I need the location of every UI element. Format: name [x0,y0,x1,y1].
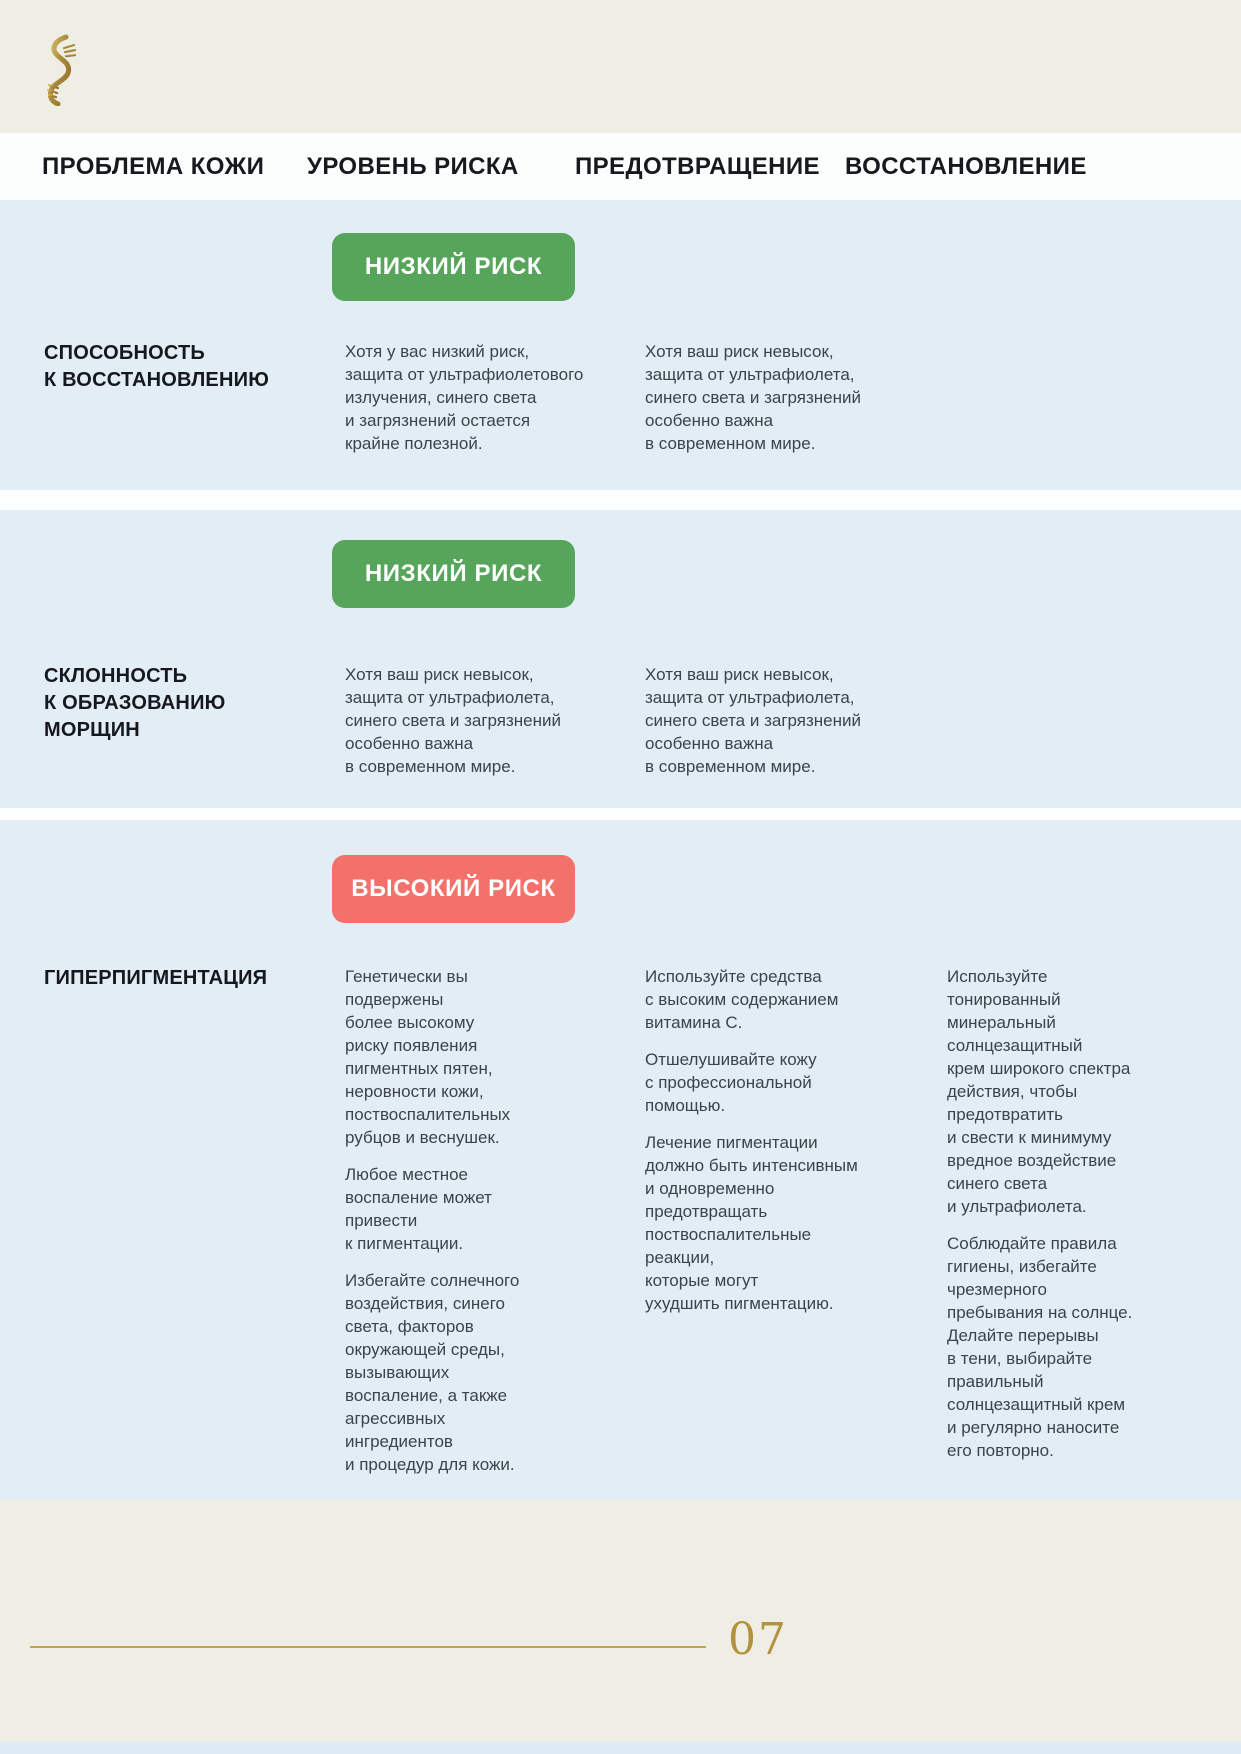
risk-badge-high: ВЫСОКИЙ РИСК [332,855,575,923]
footer-divider-line [30,1646,706,1648]
cell-risk-level: Хотя ваш риск невысок, защита от ультрафиолета, синего света и загрязнений особенно важна в современном мире. [345,665,562,776]
cell-risk-level: Хотя у вас низкий риск, защита от ультрафиолетового излучения, синего света и загрязнений остается крайне полезной. [345,342,584,453]
cell-prevention: Хотя ваш риск невысок, защита от ультрафиолета, синего света и загрязнений особенно важна в современном мире. [645,665,862,776]
column-header-skin-problem: ПРОБЛЕМА КОЖИ [42,152,265,180]
cell-skin-problem: СКЛОННОСТЬ К ОБРАЗОВАНИЮ МОРЩИН [44,665,226,741]
cell-skin-problem: ГИПЕРПИГМЕНТАЦИЯ [44,967,268,989]
risk-badge-low: НИЗКИЙ РИСК [332,540,575,608]
brand-logo [44,34,80,106]
cell-recovery: Используйте тонированный минеральный солнцезащитный крем широкого спектра действия, чтобы предотвратить и свести к минимуму вредное воздействие синего света и ультрафиолета. Соблюдайте правила гигиены, избегайте чрезмерного пребывания на солнце. Делайте перерывы в тени, выбирайте правильный солнцезащитный крем и регулярно наносите его повторно. [947,967,1133,1460]
cell-prevention: Хотя ваш риск невысок, защита от ультрафиолета, синего света и загрязнений особенно важна в современном мире. [645,342,862,453]
column-header-prevention: ПРЕДОТВРАЩЕНИЕ [575,152,820,180]
table-row-hyperpigmentation [0,820,1241,1500]
table-row-repair-ability [0,200,1241,490]
cell-risk-level: Генетически вы подвержены более высокому риску появления пигментных пятен, неровности кожи, поствоспалительных рубцов и веснушек. Любое местное воспаление может привести к пигментации. Избегайте солнечного воздействия, синего света, факторов окружающей среды, вызывающих воспаление, а также агрессивных ингредиентов и процедур для кожи. [345,967,520,1474]
risk-table [0,133,1241,1500]
column-header-recovery: ВОССТАНОВЛЕНИЕ [845,152,1087,180]
cell-skin-problem: СПОСОБНОСТЬ К ВОССТАНОВЛЕНИЮ [44,342,270,391]
page-number: 07 [728,1614,788,1665]
cell-prevention: Используйте средства с высоким содержанием витамина С. Отшелушивайте кожу с профессиональной помощью. Лечение пигментации должно быть интенсивным и одновременно предотвращать поствоспалительные реакции, которые могут ухудшить пигментацию. [645,967,858,1313]
column-header-risk-level: УРОВЕНЬ РИСКА [307,152,519,180]
table-header-row [0,133,1241,200]
risk-badge-low: НИЗКИЙ РИСК [332,233,575,301]
bottom-accent-strip [0,1742,1241,1754]
table-row-wrinkle-tendency [0,510,1241,808]
dna-helix-icon [44,34,80,106]
